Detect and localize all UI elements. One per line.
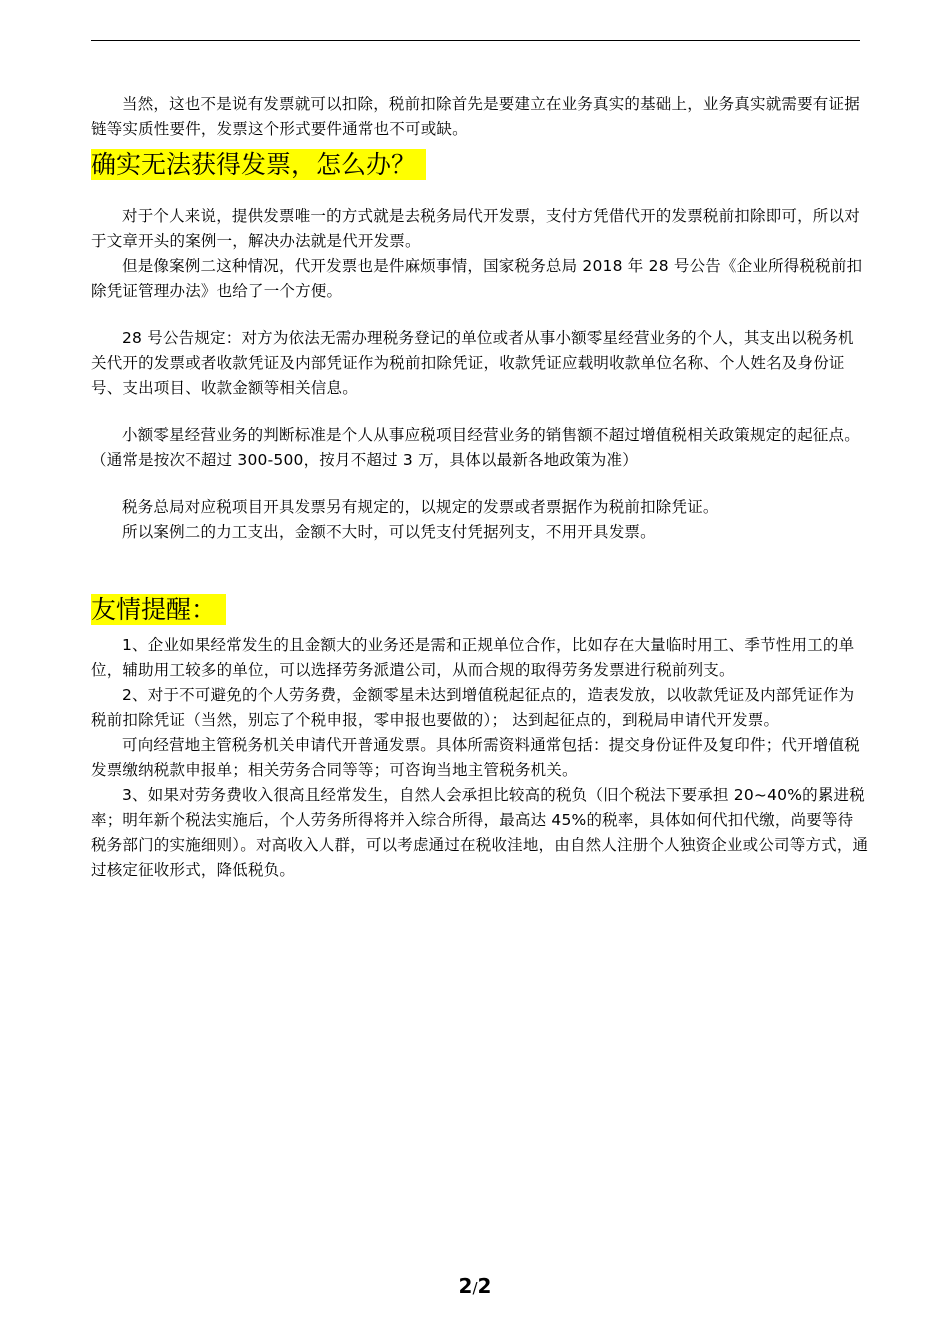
page-separator: / (472, 1279, 478, 1297)
reminder-item-3: 3、如果对劳务费收入很高且经常发生，自然人会承担比较高的税负（旧个税法下要承担 20~40%的累进税率；明年新个税法实施后，个人劳务所得将并入综合所得，最高达 45%的税率，具体如何代扣代缴，尚要等待税务部门的实施细则）。对高收入人群，可以考虑通过在税收洼地，由自然人注册个人独资企业或公司等方式，通过核定征收形式，降低税负。 (91, 786, 869, 879)
paragraph-individual: 对于个人来说，提供发票唯一的方式就是去税务局代开发票，支付方凭借代开的发票税前扣除即可，所以对于文章开头的案例一，解决办法就是代开发票。 (91, 207, 860, 250)
section-heading-reminder-text: 友情提醒： (91, 594, 226, 625)
paragraph-conclusion: 所以案例二的力工支出，金额不大时，可以凭支付凭据列支，不用开具发票。 (122, 523, 656, 541)
intro-paragraph: 当然，这也不是说有发票就可以扣除，税前扣除首先是要建立在业务真实的基础上，业务真实就需要有证据链等实质性要件，发票这个形式要件通常也不可或缺。 (91, 95, 860, 138)
paragraph-announcement-28: 28 号公告规定：对方为依法无需办理税务登记的单位或者从事小额零星经营业务的个人，其支出以税务机关代开的发票或者收款凭证及内部凭证作为税前扣除凭证，收款凭证应载明收款单位名称、个人姓名及身份证号、支出项目、收款金额等相关信息。 (91, 329, 854, 397)
reminder-item-1: 1、企业如果经常发生的且金额大的业务还是需和正规单位合作，比如存在大量临时用工、季节性用工的单位，辅助用工较多的单位，可以选择劳务派遣公司，从而合规的取得劳务发票进行税前列支。 (91, 636, 855, 679)
page-current: 2 (458, 1274, 473, 1298)
page-total: 2 (477, 1274, 492, 1298)
paragraph-case-two: 但是像案例二这种情况，代开发票也是件麻烦事情，国家税务总局 2018 年 28 号公告《企业所得税税前扣除凭证管理办法》也给了一个方便。 (91, 257, 863, 300)
header-rule (91, 40, 860, 41)
reminder-item-2: 2、对于不可避免的个人劳务费，金额零星未达到增值税起征点的，造表发放，以收款凭证及内部凭证作为税前扣除凭证（当然，别忘了个税申报，零申报也要做的）； 达到起征点的，到税局申请代开发票。 (91, 686, 855, 729)
section-heading-no-invoice (91, 148, 869, 182)
section-heading-no-invoice-text: 确实无法获得发票，怎么办？ (91, 149, 426, 180)
document-body (91, 92, 869, 883)
paragraph-special-rule: 税务总局对应税项目开具发票另有规定的，以规定的发票或者票据作为税前扣除凭证。 (122, 498, 719, 516)
section-heading-reminder (91, 593, 869, 627)
page-number (0, 1274, 950, 1298)
paragraph-small-business: 小额零星经营业务的判断标准是个人从事应税项目经营业务的销售额不超过增值税相关政策规定的起征点。（通常是按次不超过 300-500，按月不超过 3 万，具体以最新各地政策为准） (91, 426, 860, 469)
reminder-item-2-detail: 可向经营地主管税务机关申请代开普通发票。具体所需资料通常包括：提交身份证件及复印件；代开增值税发票缴纳税款申报单；相关劳务合同等等；可咨询当地主管税务机关。 (91, 736, 860, 779)
